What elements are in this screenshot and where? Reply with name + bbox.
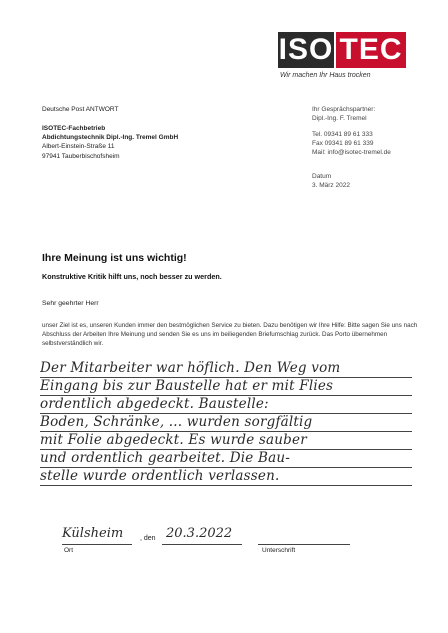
- handwritten-line: ordentlich abgedeckt. Baustelle:: [40, 396, 269, 412]
- contact-fax: Fax 09341 89 61 339: [312, 140, 374, 147]
- logo-tagline: Wir machen Ihr Haus trocken: [280, 72, 371, 79]
- page-title: Ihre Meinung ist uns wichtig!: [42, 252, 187, 264]
- contact-label: Ihr Gesprächspartner:: [312, 106, 376, 113]
- logo-tec-block: TEC: [336, 32, 406, 68]
- place-caption: Ort: [64, 547, 74, 554]
- handwritten-line: und ordentlich gearbeitet. Die Bau-: [40, 450, 290, 466]
- place-underline: [62, 544, 132, 545]
- handwritten-line: Der Mitarbeiter war höflich. Den Weg vom: [40, 360, 341, 376]
- isotec-logo: [278, 32, 408, 86]
- date-prefix: , den: [140, 535, 156, 542]
- place-handwritten: Külsheim: [62, 526, 124, 541]
- contact-name: Dipl.-Ing. F. Tremel: [312, 115, 367, 122]
- date-handwritten: 20.3.2022: [166, 526, 233, 541]
- recipient-line-4: 97941 Tauberbischofsheim: [42, 153, 120, 160]
- date-underline: [162, 544, 242, 545]
- contact-mail: Mail: info@isotec-tremel.de: [312, 149, 391, 156]
- feedback-area: [40, 360, 412, 490]
- handwritten-line: Boden, Schränke, ... wurden sorgfältig: [40, 414, 313, 430]
- recipient-line-2: Abdichtungstechnik Dipl.-Ing. Tremel GmbH: [42, 134, 179, 141]
- signature-caption: Unterschrift: [262, 547, 296, 554]
- recipient-line-1: ISOTEC-Fachbetrieb: [42, 125, 106, 132]
- ruled-line: [40, 485, 412, 486]
- signature-row: [62, 526, 362, 566]
- handwritten-line: stelle wurde ordentlich verlassen.: [40, 468, 280, 484]
- salutation: Sehr geehrter Herr: [42, 300, 99, 307]
- signature-underline: [258, 544, 350, 545]
- date-value: 3. März 2022: [312, 182, 350, 189]
- postal-label: Deutsche Post ANTWORT: [42, 106, 119, 113]
- page-subtitle: Konstruktive Kritik hilft uns, noch besser zu werden.: [42, 272, 222, 281]
- logo-iso-block: ISO: [278, 33, 334, 66]
- contact-tel: Tel. 09341 89 61 333: [312, 131, 373, 138]
- recipient-line-3: Albert-Einstein-Straße 11: [42, 143, 115, 150]
- handwritten-line: mit Folie abgedeckt. Es wurde sauber: [40, 432, 307, 448]
- date-label: Datum: [312, 173, 332, 180]
- intro-paragraph: unser Ziel ist es, unseren Kunden immer den bestmöglichen Service zu bieten. Dazu benötigen wir Ihre Hilfe: Bitte sagen Sie uns nach Abschluss der Arbeiten Ihre Meinung und senden Sie es uns im beiliegenden Briefumschlag zurück. Das Porto übernehmen selbstverständlich wir.: [42, 322, 418, 347]
- handwritten-line: Eingang bis zur Baustelle hat er mit Flies: [40, 378, 334, 394]
